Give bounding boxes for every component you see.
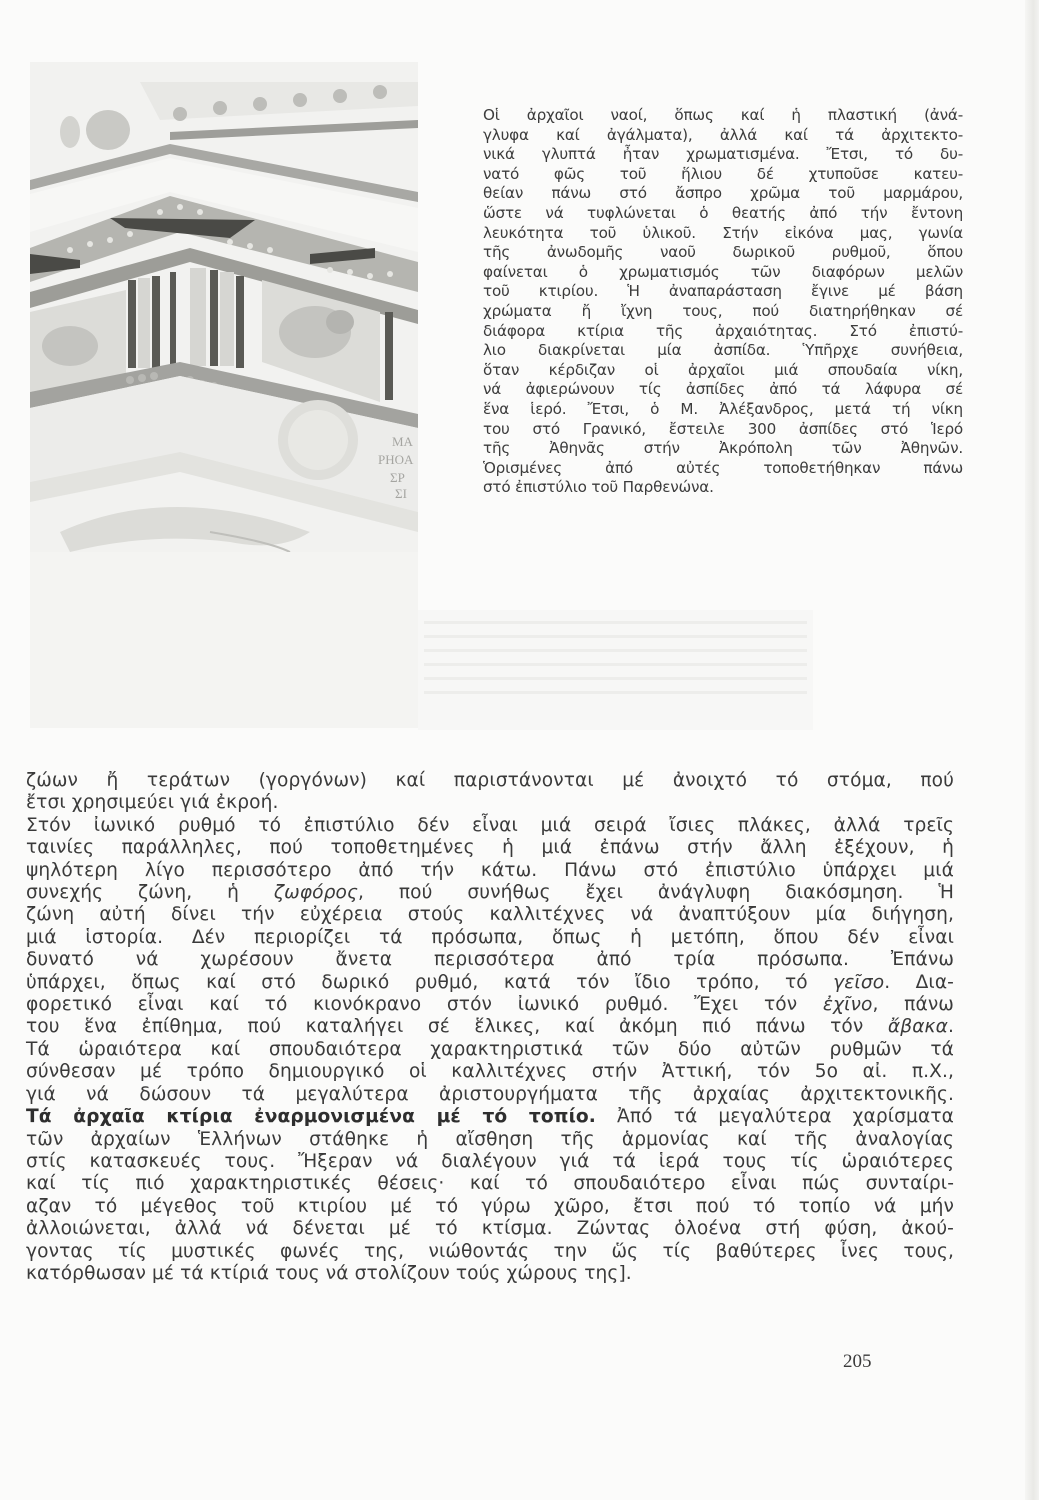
italic-term: γεῖσο xyxy=(833,971,885,993)
svg-text:ΣΙ: ΣΙ xyxy=(395,486,407,501)
body-text-segment: . xyxy=(947,1016,954,1038)
svg-text:MA: MA xyxy=(392,434,413,449)
body-text-segment: ταινίες παράλληλες, πού τοποθετημένες ἡ μιά ἐπάνω στήν ἄλλη ἐξέχουν, ἡ xyxy=(26,837,954,859)
body-line xyxy=(26,1173,954,1195)
body-text-segment: συνεχής ζώνη, ἡ xyxy=(26,882,274,904)
body-line xyxy=(26,860,954,882)
body-text-segment: γοντας τίς μυστικές φωνές της, νιώθοντάς την ὥς τίς βαθύτερες ἶνες τους, xyxy=(26,1240,954,1262)
body-text-segment: τῶν ἀρχαίων Ἑλλήνων στάθηκε ἡ αἴσθηση τῆς ἁρμονίας καί τῆς ἀναλογίας xyxy=(26,1128,954,1150)
caption-line: λευκότητα τοῦ ὑλικοῦ. Στήν εἰκόνα μας, γωνία xyxy=(483,223,963,242)
caption-line: ὥστε νά τυφλώνεται ὁ θεατής ἀπό τήν ἔντονη xyxy=(483,203,963,222)
body-line xyxy=(26,1218,954,1240)
page-edge-shadow xyxy=(1025,0,1039,1500)
body-line xyxy=(26,1084,954,1106)
caption-line: γλυφα καί ἀγάλματα), ἀλλά καί τά ἀρχιτεκτο- xyxy=(483,125,963,144)
caption-line: νικά γλυπτά ἦταν χρωματισμένα. Ἔτσι, τό δυ- xyxy=(483,145,963,164)
body-line xyxy=(26,1061,954,1083)
bleed-through-text-area xyxy=(418,610,813,730)
svg-text:ΣΡ: ΣΡ xyxy=(390,470,405,485)
caption-line: Οἱ ἀρχαῖοι ναοί, ὅπως καί ἡ πλαστική (ἀνά- xyxy=(483,106,963,124)
body-text-segment: μιά ἱστορία. Δέν περιορίζει τά πρόσωπα, ὅπως ἡ μετόπη, ὅπου δέν εἶναι xyxy=(26,926,954,948)
caption-line: νατό φῶς τοῦ ἥλιου δέ χτυποῦσε κατευ- xyxy=(483,164,963,183)
body-line xyxy=(26,1241,954,1263)
caption-line: Ὁρισμένες ἀπό αὐτές τοποθετήθηκαν πάνω xyxy=(483,458,963,477)
body-line xyxy=(26,770,954,792)
body-line xyxy=(26,1106,954,1128)
italic-term: ζωφόρος xyxy=(273,882,358,904)
main-body-text xyxy=(26,770,954,1285)
body-text-segment: ὑπάρχει, ὅπως καί στό δωρικό ρυθμό, κατά τόν ἴδιο τρόπο, τό xyxy=(26,971,834,993)
body-line xyxy=(26,792,954,814)
body-text-segment: Στόν ἰωνικό ρυθμό τό ἐπιστύλιο δέν εἶναι μιά σειρά ἴσιες πλάκες, ἀλλά τρεῖς xyxy=(26,814,954,836)
body-line xyxy=(26,1196,954,1218)
caption-line: νά ἀφιερώνουν τίς ἀσπίδες ἀπό τά λάφυρα σέ xyxy=(483,380,963,399)
caption-line: τῆς Ἀθηνᾶς στήν Ἀκρόπολη τῶν Ἀθηνῶν. xyxy=(483,439,963,458)
caption-line: στό ἐπιστύλιο τοῦ Παρθενώνα. xyxy=(483,478,714,497)
caption-line: του στό Γρανικό, ἔστειλε 300 ἀσπίδες στό Ἱερό xyxy=(483,419,963,438)
body-text-segment: Τά ὡραιότερα καί σπουδαιότερα χαρακτηριστικά τῶν δύο αὐτῶν ρυθμῶν τά xyxy=(26,1038,954,1060)
caption-line: διάφορα κτίρια τῆς ἀρχαιότητας. Στό ἐπιστύ- xyxy=(483,321,963,340)
body-text-segment: , πού συνήθως ἔχει ἀνάγλυφη διακόσμηση. Ἡ xyxy=(357,882,954,904)
body-text-segment: , πάνω xyxy=(872,994,954,1016)
body-text-segment: ἀλλοιώνεται, ἀλλά νά δένεται μέ τό κτίσμα. Ζώντας ὁλοένα στή φύση, ἀκού- xyxy=(26,1218,954,1240)
caption-line: ὅταν κέρδιζαν οἱ ἀρχαῖοι μιά σπουδαία νίκη, xyxy=(483,360,963,379)
section-heading: Τά ἀρχαῖα κτίρια ἐναρμονισμένα μέ τό τοπίο. xyxy=(26,1106,596,1128)
body-text-segment: γιά νά δώσουν τά μεγαλύτερα ἀριστουργήματα τῆς ἀρχαίας ἀρχιτεκτονικῆς. xyxy=(26,1083,954,1105)
temple-drawing-illustration xyxy=(30,62,418,728)
body-text-segment: ζώνη αὐτή δίνει τήν εὐχέρεια στούς καλλιτέχνες νά ἀναπτύξουν μία διήγηση, xyxy=(26,904,954,926)
body-line xyxy=(26,927,954,949)
body-text-segment: αζαν τό μέγεθος τοῦ κτιρίου μέ τό γύρω χῶρο, ἔτσι πού τό τοπίο νά μήν xyxy=(26,1195,954,1217)
body-text-segment: φορετικό εἶναι καί τό κιονόκρανο στόν ἰωνικό ρυθμό. Ἔχει τόν xyxy=(26,994,823,1016)
body-line xyxy=(26,837,954,859)
page-number: 205 xyxy=(843,1351,872,1372)
body-line xyxy=(26,1151,954,1173)
body-text-segment: ζώων ἤ τεράτων (γοργόνων) καί παριστάνονται μέ ἀνοιχτό τό στόμα, πού xyxy=(26,770,954,791)
figure-caption xyxy=(483,106,963,498)
body-text-segment: Ἀπό τά μεγαλύτερα χαρίσματα xyxy=(595,1106,954,1128)
body-text-segment: ἔτσι χρησιμεύει γιά ἐκροή. xyxy=(26,792,279,814)
body-line xyxy=(26,972,954,994)
body-line xyxy=(26,815,954,837)
body-text-segment: καί τίς πιό χαρακτηριστικές θέσεις· καί τό σπουδαιότερο εἶναι πώς συνταίρι- xyxy=(26,1173,954,1195)
body-line xyxy=(26,882,954,904)
caption-line: λιο διακρίνεται μία ἀσπίδα. Ὑπῆρχε συνήθεια, xyxy=(483,341,963,360)
caption-line: θείαν πάνω στό ἄσπρο χρῶμα τοῦ μαρμάρου, xyxy=(483,184,963,203)
body-text-segment: σύνθεσαν μέ τρόπο δημιουργικό οἱ καλλιτέχνες στήν Ἀττική, τόν 5ο αἰ. π.Χ., xyxy=(26,1061,954,1083)
body-line xyxy=(26,1039,954,1061)
caption-line: ἕνα ἱερό. Ἔτσι, ὁ Μ. Ἀλέξανδρος, μετά τή νίκη xyxy=(483,399,963,418)
body-text-segment: κατόρθωσαν μέ τά κτίριά τους νά στολίζουν τούς χώρους της]. xyxy=(26,1262,632,1284)
body-line xyxy=(26,949,954,971)
body-line xyxy=(26,1129,954,1151)
body-line xyxy=(26,994,954,1016)
body-text-segment: ψηλότερη λίγο περισσότερο ἀπό τήν κάτω. Πάνω στό ἐπιστύλιο ὑπάρχει μιά xyxy=(26,859,954,881)
italic-term: ἄβακα xyxy=(887,1016,948,1038)
body-line xyxy=(26,904,954,926)
body-line xyxy=(26,1263,954,1285)
body-text-segment: . Δια- xyxy=(884,971,954,993)
caption-line: τοῦ κτιρίου. Ἡ ἀναπαράσταση ἔγινε μέ βάση xyxy=(483,282,963,301)
caption-line: φαίνεται ὁ χρωματισμός τῶν διαφόρων μελῶν xyxy=(483,262,963,281)
svg-text:PHOA: PHOA xyxy=(378,452,414,467)
caption-line: τῆς ἀνωδομῆς ναοῦ δωρικοῦ ρυθμοῦ, ὅπου xyxy=(483,243,963,262)
italic-term: ἐχῖνο xyxy=(822,994,873,1016)
body-line xyxy=(26,1016,954,1038)
caption-line: χρώματα ἤ ἴχνη τους, πού διατηρήθηκαν σέ xyxy=(483,301,963,320)
temple-entablature-figure xyxy=(30,62,418,728)
body-text-segment: δυνατό νά χωρέσουν ἄνετα περισσότερα ἀπό τρία πρόσωπα. Ἐπάνω xyxy=(26,949,954,971)
body-text-segment: στίς κατασκευές τους. Ἤξεραν νά διαλέγουν γιά τά ἱερά τους τίς ὡραιότερες xyxy=(26,1150,954,1172)
body-text-segment: του ἕνα ἐπίθημα, πού καταλήγει σέ ἕλικες, καί ἀκόμη πιό πάνω τόν xyxy=(26,1016,888,1038)
